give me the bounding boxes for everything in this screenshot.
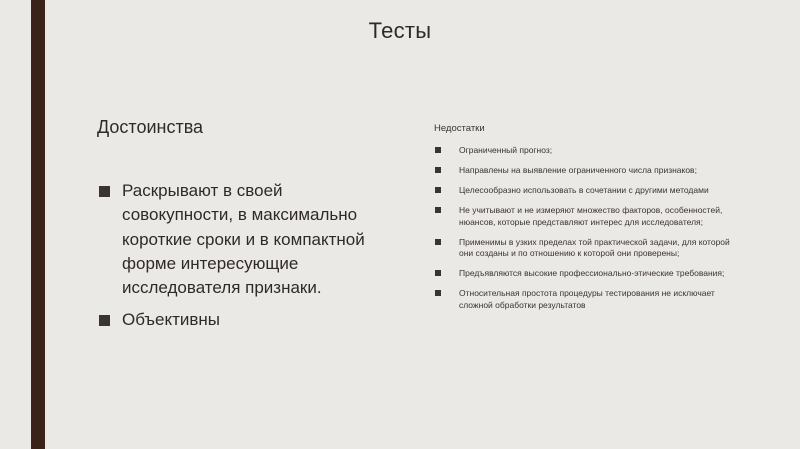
cons-item-text: Целесообразно использовать в сочетании с другими методами [459, 185, 709, 195]
pros-list-item [97, 179, 387, 300]
cons-item-text: Ограниченный прогноз; [459, 145, 553, 155]
cons-list-item [434, 288, 734, 311]
cons-item-text: Применимы в узких пределах той практической задачи, для которой они созданы и по отношению к которой они проверены; [459, 236, 730, 258]
square-bullet-icon [435, 167, 441, 173]
square-bullet-icon [435, 207, 441, 213]
slide-title: Тесты [368, 18, 432, 43]
cons-item-text: Направлены на выявление ограниченного числа признаков; [459, 165, 697, 175]
square-bullet-icon [435, 270, 441, 276]
pros-list [97, 179, 387, 341]
cons-heading: Недостатки [434, 123, 485, 134]
square-bullet-icon [435, 239, 441, 245]
square-bullet-icon [99, 315, 110, 326]
cons-list-item [434, 185, 734, 197]
cons-list-item [434, 145, 734, 157]
cons-item-text: Предъявляются высокие профессионально-этические требования; [459, 268, 725, 278]
pros-list-item [97, 308, 387, 332]
pros-heading: Достоинства [97, 117, 204, 137]
cons-item-text: Относительная простота процедуры тестирования не исключает сложной обработки результатов [459, 288, 715, 310]
cons-list-item [434, 205, 734, 228]
cons-list-item [434, 165, 734, 177]
cons-item-text: Не учитывают и не измеряют множество факторов, особенностей, нюансов, которые представляют интерес для исследователя; [459, 205, 723, 227]
pros-item-text: Раскрывают в своей совокупности, в максимально короткие сроки и в компактной форме интересующие исследователя признаки. [122, 181, 365, 298]
cons-list [434, 145, 734, 320]
cons-list-item [434, 237, 734, 260]
square-bullet-icon [435, 187, 441, 193]
accent-bar [31, 0, 45, 449]
square-bullet-icon [435, 290, 441, 296]
square-bullet-icon [435, 147, 441, 153]
cons-list-item [434, 268, 734, 280]
pros-item-text: Объективны [122, 310, 221, 330]
square-bullet-icon [99, 186, 110, 197]
